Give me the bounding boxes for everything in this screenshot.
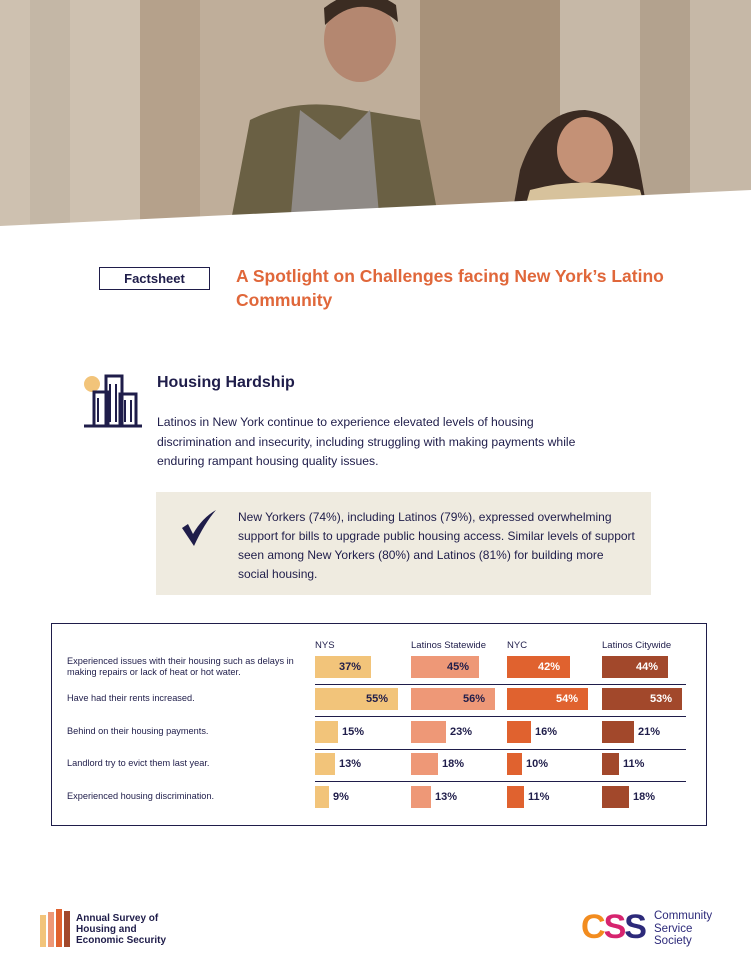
section-title: Housing Hardship <box>157 374 295 391</box>
bar <box>602 786 629 808</box>
column-header: Latinos Statewide <box>411 640 486 651</box>
bar <box>411 721 446 743</box>
bar-value-label: 44% <box>636 661 659 673</box>
factsheet-badge: Factsheet <box>99 267 210 290</box>
asohes-logo-mark <box>40 909 72 947</box>
column-header: Latinos Citywide <box>602 640 672 651</box>
column-header: NYC <box>507 640 528 651</box>
bar-value-label: 11% <box>623 758 645 770</box>
bar-value-label: 45% <box>447 661 470 673</box>
bar <box>411 753 438 775</box>
column-header: NYS <box>315 640 335 651</box>
hero-illustration <box>0 0 751 226</box>
bar-value-label: 13% <box>435 791 458 803</box>
bar-value-label: 16% <box>535 726 558 738</box>
bar <box>602 753 619 775</box>
css-logo-mark: CSS <box>581 908 645 946</box>
bar <box>602 656 668 678</box>
bar <box>315 721 338 743</box>
row-label: Experienced issues with their housing such as delays in making repairs or lack of heat or hot water. <box>67 656 294 677</box>
callout-box <box>156 492 651 595</box>
bar-value-label: 42% <box>538 661 561 673</box>
row-separator <box>315 749 686 750</box>
row-label: Have had their rents increased. <box>67 693 195 703</box>
callout-text: New Yorkers (74%), including Latinos (79%), expressed overwhelming support for bills to upgrade public housing access. Similar levels of support seen among New Yorkers (80%) and Latinos (81%) for building more social housing. <box>238 510 635 581</box>
asohes-logo <box>40 909 180 949</box>
housing-hardship-chart <box>51 623 707 826</box>
bar-value-label: 10% <box>526 758 549 770</box>
bar-value-label: 23% <box>450 726 473 738</box>
bar <box>602 721 634 743</box>
bar-value-label: 56% <box>463 693 486 705</box>
css-logo-text: Community Service Society <box>654 910 713 947</box>
bar-value-label: 54% <box>556 693 579 705</box>
bar <box>507 786 524 808</box>
row-label: Behind on their housing payments. <box>67 726 209 736</box>
bar-value-label: 15% <box>342 726 365 738</box>
bar-value-label: 21% <box>638 726 661 738</box>
bar-value-label: 18% <box>633 791 656 803</box>
bar <box>315 786 329 808</box>
bar <box>507 753 522 775</box>
checkmark-icon <box>178 508 218 548</box>
row-label: Experienced housing discrimination. <box>67 791 215 801</box>
hero-photo <box>0 0 751 226</box>
bar-value-label: 55% <box>366 693 389 705</box>
bar-value-label: 37% <box>339 661 362 673</box>
row-separator <box>315 716 686 717</box>
bar <box>507 721 531 743</box>
asohes-logo-text: Annual Survey of Housing and Economic Security <box>76 913 167 946</box>
bar-value-label: 13% <box>339 758 362 770</box>
css-logo <box>581 908 731 948</box>
bar <box>315 753 335 775</box>
row-label: Landlord try to evict them last year. <box>67 758 210 768</box>
page-title: A Spotlight on Challenges facing New York’s Latino Community <box>236 266 664 310</box>
buildings-icon <box>80 372 144 428</box>
bar-value-label: 18% <box>442 758 465 770</box>
row-separator <box>315 781 686 782</box>
bar-value-label: 9% <box>333 791 349 803</box>
bar-value-label: 53% <box>650 693 673 705</box>
bar <box>411 786 431 808</box>
bar-value-label: 11% <box>528 791 550 803</box>
row-separator <box>315 684 686 685</box>
section-body: Latinos in New York continue to experience elevated levels of housing discrimination and insecurity, including struggling with making payments while enduring rampant housing quality issues. <box>157 415 576 468</box>
